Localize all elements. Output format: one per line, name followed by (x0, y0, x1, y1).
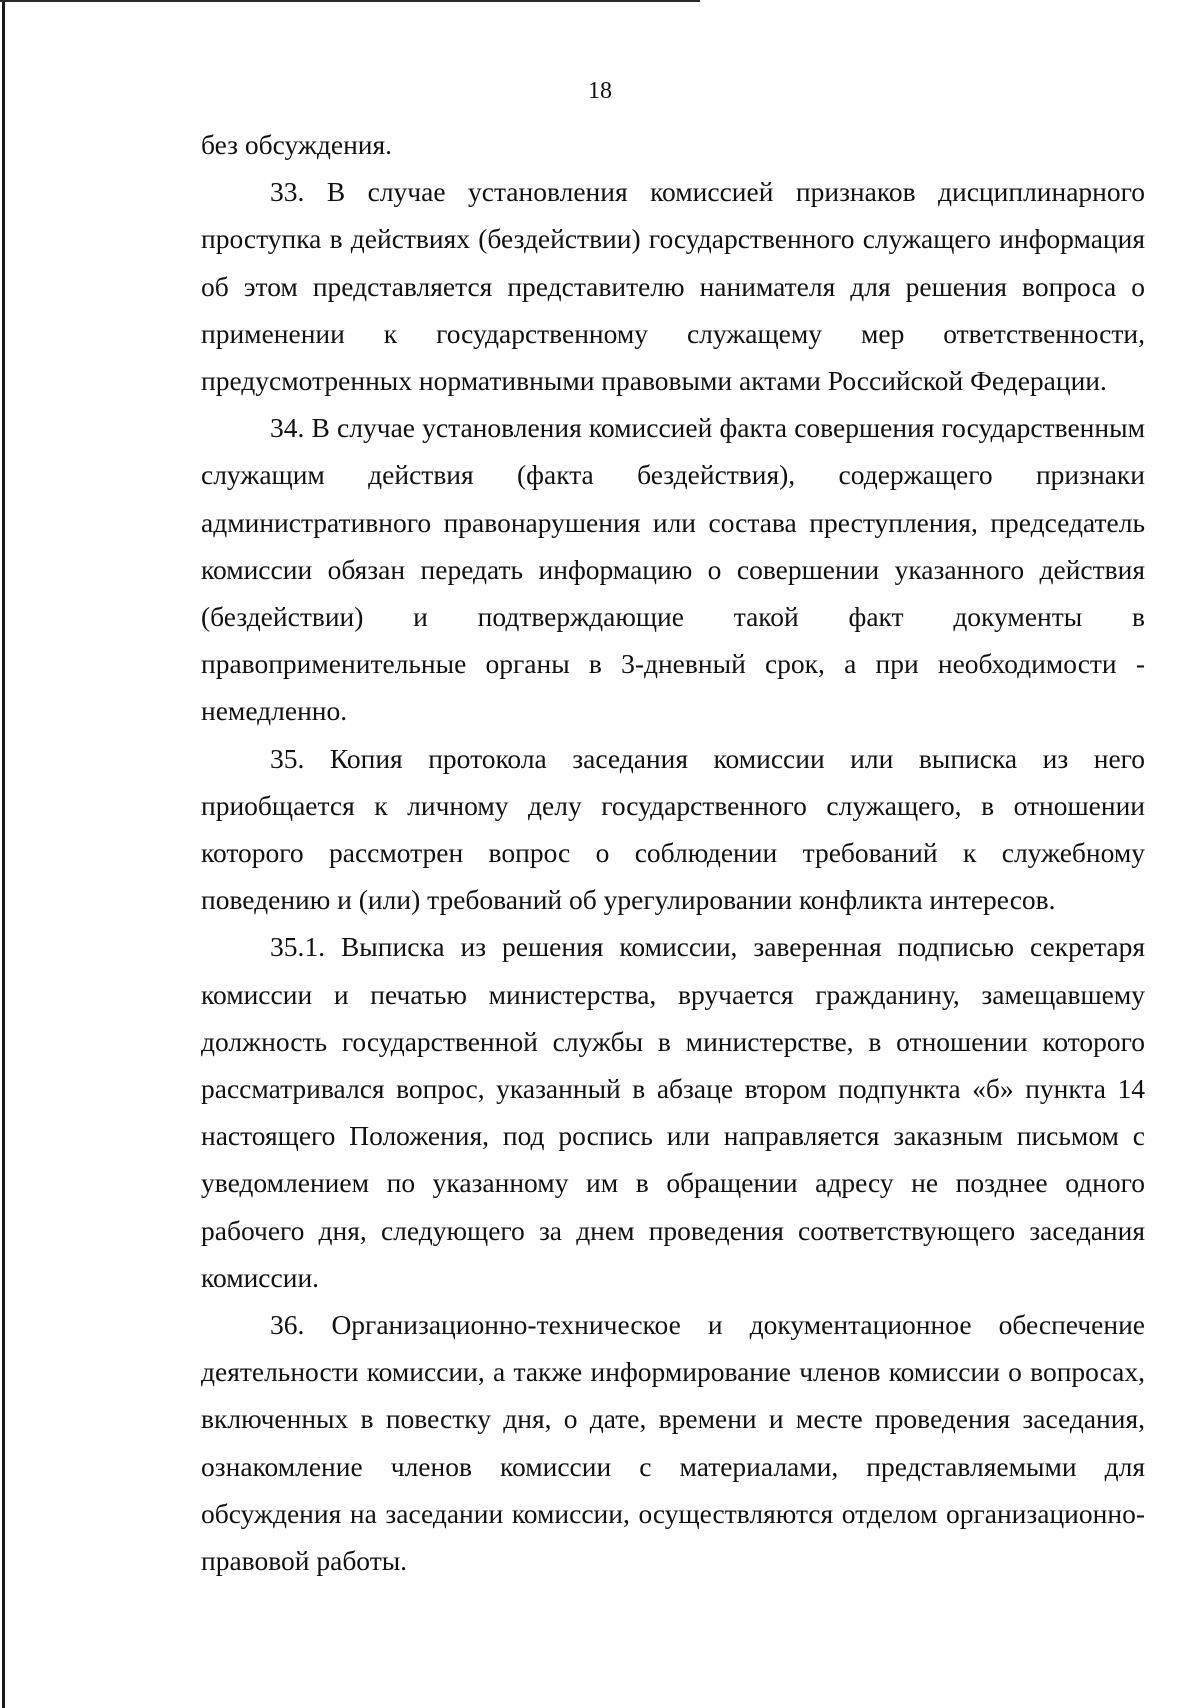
document-body (201, 121, 1145, 1584)
paragraph-continuation: без обсуждения. (201, 129, 393, 160)
paragraph-35: 35. Копия протокола заседания комиссии или выписка из него приобщается к личному делу государственного служащего, в отношении которого рассмотрен вопрос о соблюдении требований к служебному поведению и (или) требований об урегулировании конфликта интересов. (201, 742, 1145, 916)
paragraph-33: 33. В случае установления комиссией признаков дисциплинарного проступка в действиях (бездействии) государственного служащего информация об этом представляется представителю нанимателя для решения вопроса о применении к государственному служащему мер ответственности, предусмотренных нормативными правовыми актами Российской Федерации. (201, 176, 1145, 397)
scan-edge-left (2, 0, 5, 1708)
paragraph-36: 36. Организационно-техническое и документационное обеспечение деятельности комиссии, а также информирование членов комиссии о вопросах, включенных в повестку дня, о дате, времени и месте проведения заседания, ознакомление членов комиссии с материалами, представляемыми для обсуждения на заседании комиссии, осуществляются отделом организационно-правовой работы. (201, 1309, 1145, 1577)
page-number: 18 (588, 78, 612, 104)
paragraph-34: 34. В случае установления комиссией факта совершения государственным служащим действия (факта бездействия), содержащего признаки административного правонарушения или состава преступления, председатель комиссии обязан передать информацию о совершении указанного действия (бездействии) и подтверждающие такой факт документы в правоприменительные органы в 3-дневный срок, а при необходимости - немедленно. (201, 412, 1145, 727)
scan-edge-top (0, 0, 700, 2)
paragraph-35-1: 35.1. Выписка из решения комиссии, заверенная подписью секретаря комиссии и печатью министерства, вручается гражданину, замещавшему должность государственной службы в министерстве, в отношении которого рассматривался вопрос, указанный в абзаце втором подпункта «б» пункта 14 настоящего Положения, под роспись или направляется заказным письмом с уведомлением по указанному им в обращении адресу не позднее одного рабочего дня, следующего за днем проведения соответствующего заседания комиссии. (201, 931, 1145, 1293)
